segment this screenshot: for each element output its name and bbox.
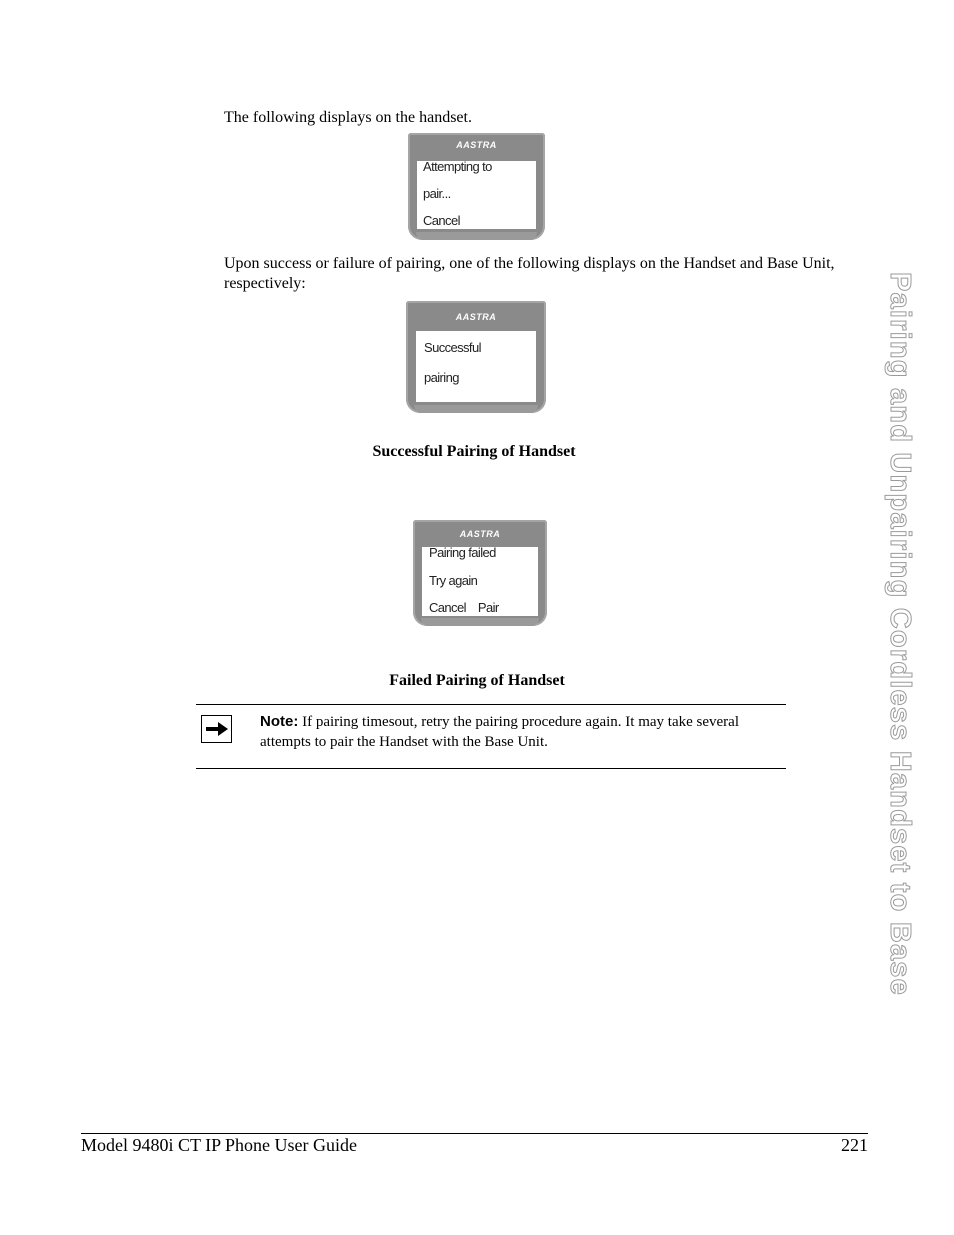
screen-line: pairing xyxy=(424,370,459,385)
figure-caption-failed: Failed Pairing of Handset xyxy=(389,672,565,689)
handset-display-attempting xyxy=(408,133,545,240)
screen-line: pair... xyxy=(423,186,451,201)
handset-screen xyxy=(416,331,536,402)
handset-screen xyxy=(422,547,538,616)
note-top-rule xyxy=(196,704,786,705)
screen-softkeys: Cancel Pair xyxy=(429,600,499,615)
success-failure-paragraph: Upon success or failure of pairing, one of the following displays on the Handset and Base Unit, respectively: xyxy=(224,255,835,292)
intro-paragraph: The following displays on the handset. xyxy=(224,109,472,126)
note-body: If pairing timesout, retry the pairing procedure again. It may take several attempts to pair the Handset with the Base Unit. xyxy=(260,714,739,750)
footer-guide-title: Model 9480i CT IP Phone User Guide xyxy=(81,1135,357,1155)
chapter-side-title-text: Pairing and Unpairing Cordless Handset to Base xyxy=(884,272,916,996)
footer-rule xyxy=(81,1133,868,1134)
note-arrow-icon xyxy=(201,715,232,743)
screen-line: Try again xyxy=(429,573,478,588)
chapter-side-title xyxy=(886,272,916,1112)
handset-bezel xyxy=(421,618,539,626)
screen-line: Successful xyxy=(424,340,481,355)
handset-bezel xyxy=(414,405,538,413)
handset-screen xyxy=(417,161,536,229)
handset-bezel xyxy=(416,232,537,240)
aastra-logo: AASTRA xyxy=(459,529,501,539)
footer-page-number: 221 xyxy=(841,1135,868,1155)
screen-line: Attempting to xyxy=(423,159,492,174)
note-text xyxy=(260,712,780,752)
aastra-logo: AASTRA xyxy=(456,140,497,150)
handset-display-failed xyxy=(413,520,547,626)
handset-display-success xyxy=(406,301,546,413)
note-label: Note: xyxy=(260,713,299,730)
figure-caption-success: Successful Pairing of Handset xyxy=(372,443,576,460)
screen-line: Pairing failed xyxy=(429,545,496,560)
screen-softkey-cancel: Cancel xyxy=(423,213,460,228)
aastra-logo: AASTRA xyxy=(455,312,497,322)
note-bottom-rule xyxy=(196,768,786,769)
